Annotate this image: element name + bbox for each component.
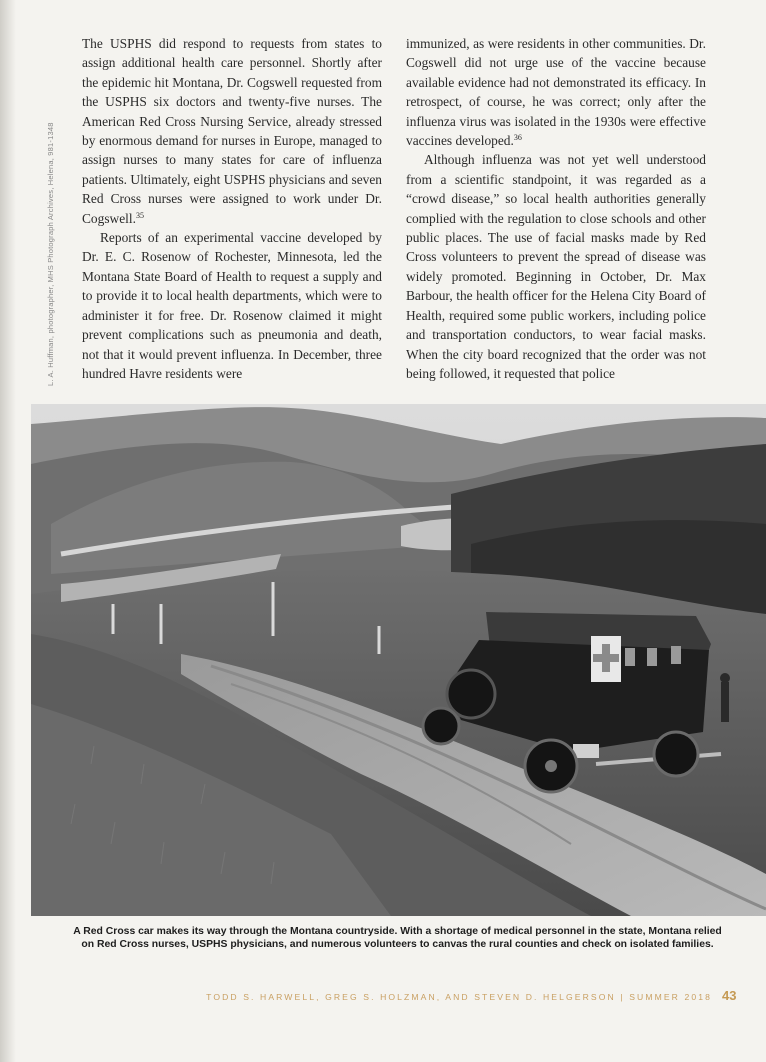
photo-credit: L. A. Huffman, photographer, MHS Photograph Archives, Helena, 981-1348: [46, 122, 55, 386]
paragraph: Reports of an experimental vaccine developed by Dr. E. C. Rosenow of Rochester, Minnesota, led the Montana State Board of Health to request a supply and to provide it to local health departments, which were to administer it for free. Dr. Rosenow claimed it might prevent complications such as pneumonia and death, not that it would prevent influenza. In December, three hundred Havre residents were: [82, 230, 382, 381]
footer-authors: TODD S. HARWELL, GREG S. HOLZMAN, AND STEVEN D. HELGERSON: [206, 992, 616, 1002]
paragraph: Although influenza was not yet well understood from a scientific standpoint, it was regarded as a “crowd disease,” so local health authorities generally complied with the regulation to close schools and other public places. The use of facial masks made by Red Cross volunteers to prevent the spread of disease was widely promoted. Beginning in October, Dr. Max Barbour, the health officer for the Helena City Board of Health, required some public workers, including police and transportation conductors, to wear facial masks. When the city board recognized that the order was not being followed, it requested that police: [406, 152, 706, 381]
paragraph: The USPHS did respond to requests from states to assign additional health care personnel. Shortly after the epidemic hit Montana, Dr. Cogswell requested from the USPHS six doctors and twenty-five nurses. The American Red Cross Nursing Service, already stressed by enormous demand for nurses in Europe, managed to assign nurses to many states for care of influenza patients. Ultimately, eight USPHS physicians and seven Red Cross nurses were assigned to work under Dr. Cogswell.$^{35}$: [82, 36, 382, 226]
page-number: 43: [722, 988, 737, 1003]
footnote-marker[interactable]: 35: [135, 210, 144, 220]
right-column: [406, 34, 706, 383]
footnote-marker[interactable]: 36: [513, 133, 522, 143]
footer-issue: SUMMER 2018: [629, 992, 712, 1002]
red-cross-car-photo-illustration: [31, 404, 766, 916]
paragraph: immunized, as were residents in other communities. Dr. Cogswell did not urge use of the vaccine because available evidence had not demonstrated its efficacy. In retrospect, of course, he was correct; only after the influenza virus was isolated in the 1930s were effective vaccines developed.$^{36}$: [406, 36, 706, 149]
running-footer: [206, 992, 712, 1002]
footer-separator: |: [620, 992, 625, 1002]
photo-caption: A Red Cross car makes its way through the Montana countryside. With a shortage of medical personnel in the state, Montana relied on Red Cross nurses, USPHS physicians, and numerous volunteers to canvas the rural counties and check on isolated families.: [73, 926, 722, 951]
page-gutter-shadow: [0, 0, 16, 1062]
left-column: [82, 34, 382, 383]
historic-photograph: [31, 404, 766, 916]
